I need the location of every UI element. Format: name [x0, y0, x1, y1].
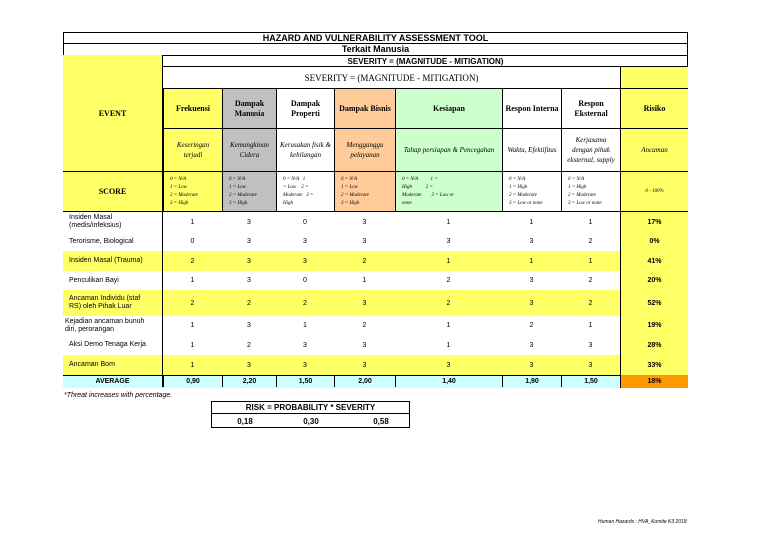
- risk-formula-label: RISK = PROBABILITY * SEVERITY: [211, 401, 410, 414]
- score-cell: 3: [303, 257, 307, 265]
- column-desc-dampak-manusia: Kemungkinan Cidera: [222, 129, 276, 171]
- score-cell: 1: [190, 218, 195, 226]
- event-name: Ancaman Individu (staf RS) oleh Pihak Luar: [63, 290, 163, 316]
- column-score-legend-frekuensi: 0 = N/A 1 = Low 2 = Moderate 3 = High: [163, 171, 222, 212]
- score-cell: 3: [588, 341, 593, 349]
- score-cell: 1: [190, 322, 195, 329]
- score-cell: 2: [446, 277, 451, 284]
- risk-cell: 52%: [620, 290, 688, 316]
- average-label: AVERAGE: [63, 375, 163, 387]
- average-cell: 1,90: [502, 375, 561, 387]
- column-desc-risiko: Ancaman: [620, 129, 688, 171]
- footnote: *Threat increases with percentage.: [64, 392, 173, 399]
- score-cell: 1: [190, 341, 195, 349]
- score-cell: 2: [303, 299, 307, 307]
- column-score-legend-dampak-properti: 0 = N/A 1 = Low 2 = Moderate 3 = High: [276, 171, 334, 212]
- average-cell: 1,50: [276, 375, 334, 387]
- score-cell: 1: [362, 277, 367, 284]
- column-desc-dampak-bisnis: Mengganggu pelayanan: [334, 129, 395, 171]
- score-cell: 1: [446, 341, 451, 349]
- column-header-frekuensi: Frekuensi: [163, 89, 222, 129]
- score-cell: 3: [303, 238, 307, 245]
- severity-formula-large: SEVERITY = (MAGNITUDE - MITIGATION): [163, 67, 620, 89]
- column-score-legend-risiko: 0 - 100%: [620, 171, 688, 212]
- score-cell: 3: [303, 341, 307, 349]
- column-score-legend-dampak-bisnis: 0 = N/A 1 = Low 2 = Moderate 3 = High: [334, 171, 395, 212]
- risk-value-result: 0,58: [373, 416, 389, 426]
- average-cell: 1,40: [395, 375, 502, 387]
- risk-cell: 17%: [620, 212, 688, 232]
- score-cell: 0: [303, 218, 307, 226]
- score-cell: 2: [588, 238, 593, 245]
- severity-formula-small: SEVERITY = (MAGNITUDE - MITIGATION): [163, 55, 688, 67]
- event-header: EVENT: [63, 55, 163, 171]
- score-cell: 3: [362, 238, 367, 245]
- score-label: SCORE: [63, 171, 163, 212]
- score-cell: 1: [588, 257, 593, 265]
- column-score-legend-respon-eksternal: 0 = N/A 1 = High 2 = Moderate 3 = Low or none: [561, 171, 620, 212]
- score-cell: 1: [446, 257, 451, 265]
- score-cell: 3: [529, 341, 534, 349]
- event-name: Insiden Masal (Trauma): [63, 251, 163, 271]
- score-cell: 3: [247, 277, 251, 284]
- score-cell: 1: [446, 218, 451, 226]
- column-header-dampak-properti: Dampak Properti: [276, 89, 334, 129]
- average-risk-cell: 18%: [620, 375, 688, 388]
- column-score-legend-respon-interna: 0 = N/A 1 = High 2 = Moderate 3 = Low or none: [502, 171, 561, 212]
- score-cell: 3: [362, 218, 367, 226]
- score-cell: 3: [588, 361, 593, 369]
- score-cell: 3: [362, 299, 367, 307]
- score-cell: 1: [190, 277, 195, 284]
- event-name: Insiden Masal (medis/infeksius): [63, 212, 163, 232]
- column-header-respon-interna: Respon Interna: [502, 89, 561, 129]
- score-cell: 3: [247, 257, 251, 265]
- score-cell: 2: [362, 257, 367, 265]
- score-cell: 0: [303, 277, 307, 284]
- score-cell: 0: [190, 238, 195, 245]
- risk-value-probability: 0,18: [237, 416, 253, 426]
- risk-cell: 41%: [620, 251, 688, 271]
- column-desc-kesiapan: Tahap persiapan & Pencegahan: [395, 129, 502, 171]
- column-desc-respon-interna: Waktu, Efektifitas: [502, 129, 561, 171]
- score-cell: 3: [247, 322, 251, 329]
- column-header-dampak-bisnis: Dampak Bisnis: [334, 89, 395, 129]
- average-cell: 1,50: [561, 375, 620, 387]
- risk-cell: 33%: [620, 355, 688, 375]
- score-cell: 1: [588, 322, 593, 329]
- score-cell: 2: [446, 299, 451, 307]
- score-cell: 3: [247, 361, 251, 369]
- score-cell: 2: [247, 299, 251, 307]
- column-desc-frekuensi: Keseringan terjadi: [163, 129, 222, 171]
- score-cell: 1: [190, 361, 195, 369]
- score-cell: 2: [190, 257, 195, 265]
- column-header-respon-eksternal: Respon Eksternal: [561, 89, 620, 129]
- column-header-risiko: Risiko: [620, 89, 688, 129]
- risk-header-top: [620, 67, 688, 89]
- risk-cell: 20%: [620, 271, 688, 290]
- event-name: Terorisme, Biological: [63, 232, 163, 251]
- score-cell: 2: [529, 322, 534, 329]
- average-cell: 2,00: [334, 375, 395, 387]
- column-header-dampak-manusia: Dampak Manusia: [222, 89, 276, 129]
- score-cell: 2: [588, 299, 593, 307]
- score-cell: 3: [247, 218, 251, 226]
- event-name: Aksi Demo Tenaga Kerja: [63, 335, 163, 355]
- risk-cell: 28%: [620, 335, 688, 355]
- score-cell: 3: [529, 299, 534, 307]
- score-cell: 1: [446, 322, 451, 329]
- average-cell: 2,20: [222, 375, 276, 387]
- event-name: Penculikan Bayi: [63, 271, 163, 290]
- event-name: Ancaman Bom: [63, 355, 163, 375]
- column-desc-respon-eksternal: Kerjasama dengan pihak eksternal, supply: [561, 129, 620, 171]
- score-cell: 3: [446, 361, 451, 369]
- score-cell: 2: [362, 322, 367, 329]
- score-cell: 3: [529, 277, 534, 284]
- score-cell: 1: [529, 257, 534, 265]
- risk-value-severity: 0,30: [303, 416, 319, 426]
- score-cell: 2: [247, 341, 251, 349]
- score-cell: 2: [190, 299, 195, 307]
- column-score-legend-dampak-manusia: 0 = N/A 1 = Low 2 = Moderate 3 = High: [222, 171, 276, 212]
- page-footer: Human Hazards : HVA_Komite K3 2018: [598, 519, 687, 525]
- score-cell: 3: [303, 361, 307, 369]
- score-cell: 1: [529, 218, 534, 226]
- average-cell: 0,90: [163, 375, 222, 387]
- score-cell: 2: [588, 277, 593, 284]
- column-desc-dampak-properti: Kerusakan fisik & kehilangan: [276, 129, 334, 171]
- score-cell: 3: [247, 238, 251, 245]
- risk-cell: 19%: [620, 316, 688, 335]
- column-header-kesiapan: Kesiapan: [395, 89, 502, 129]
- event-name: Kejadian ancaman bunuh diri, perorangan: [63, 316, 163, 335]
- score-cell: 3: [446, 238, 451, 245]
- table-subtitle: Terkait Manusia: [63, 43, 688, 54]
- risk-cell: 0%: [620, 232, 688, 251]
- score-cell: 3: [362, 361, 367, 369]
- column-score-legend-kesiapan: 0 = N/A 1 = High 2 = Moderate 3 = Low or none: [395, 171, 502, 212]
- score-cell: 3: [529, 238, 534, 245]
- score-cell: 1: [588, 218, 593, 226]
- table-title: HAZARD AND VULNERABILITY ASSESSMENT TOOL: [262, 32, 489, 43]
- score-cell: 3: [529, 361, 534, 369]
- score-cell: 3: [362, 341, 367, 349]
- score-cell: 1: [303, 322, 307, 329]
